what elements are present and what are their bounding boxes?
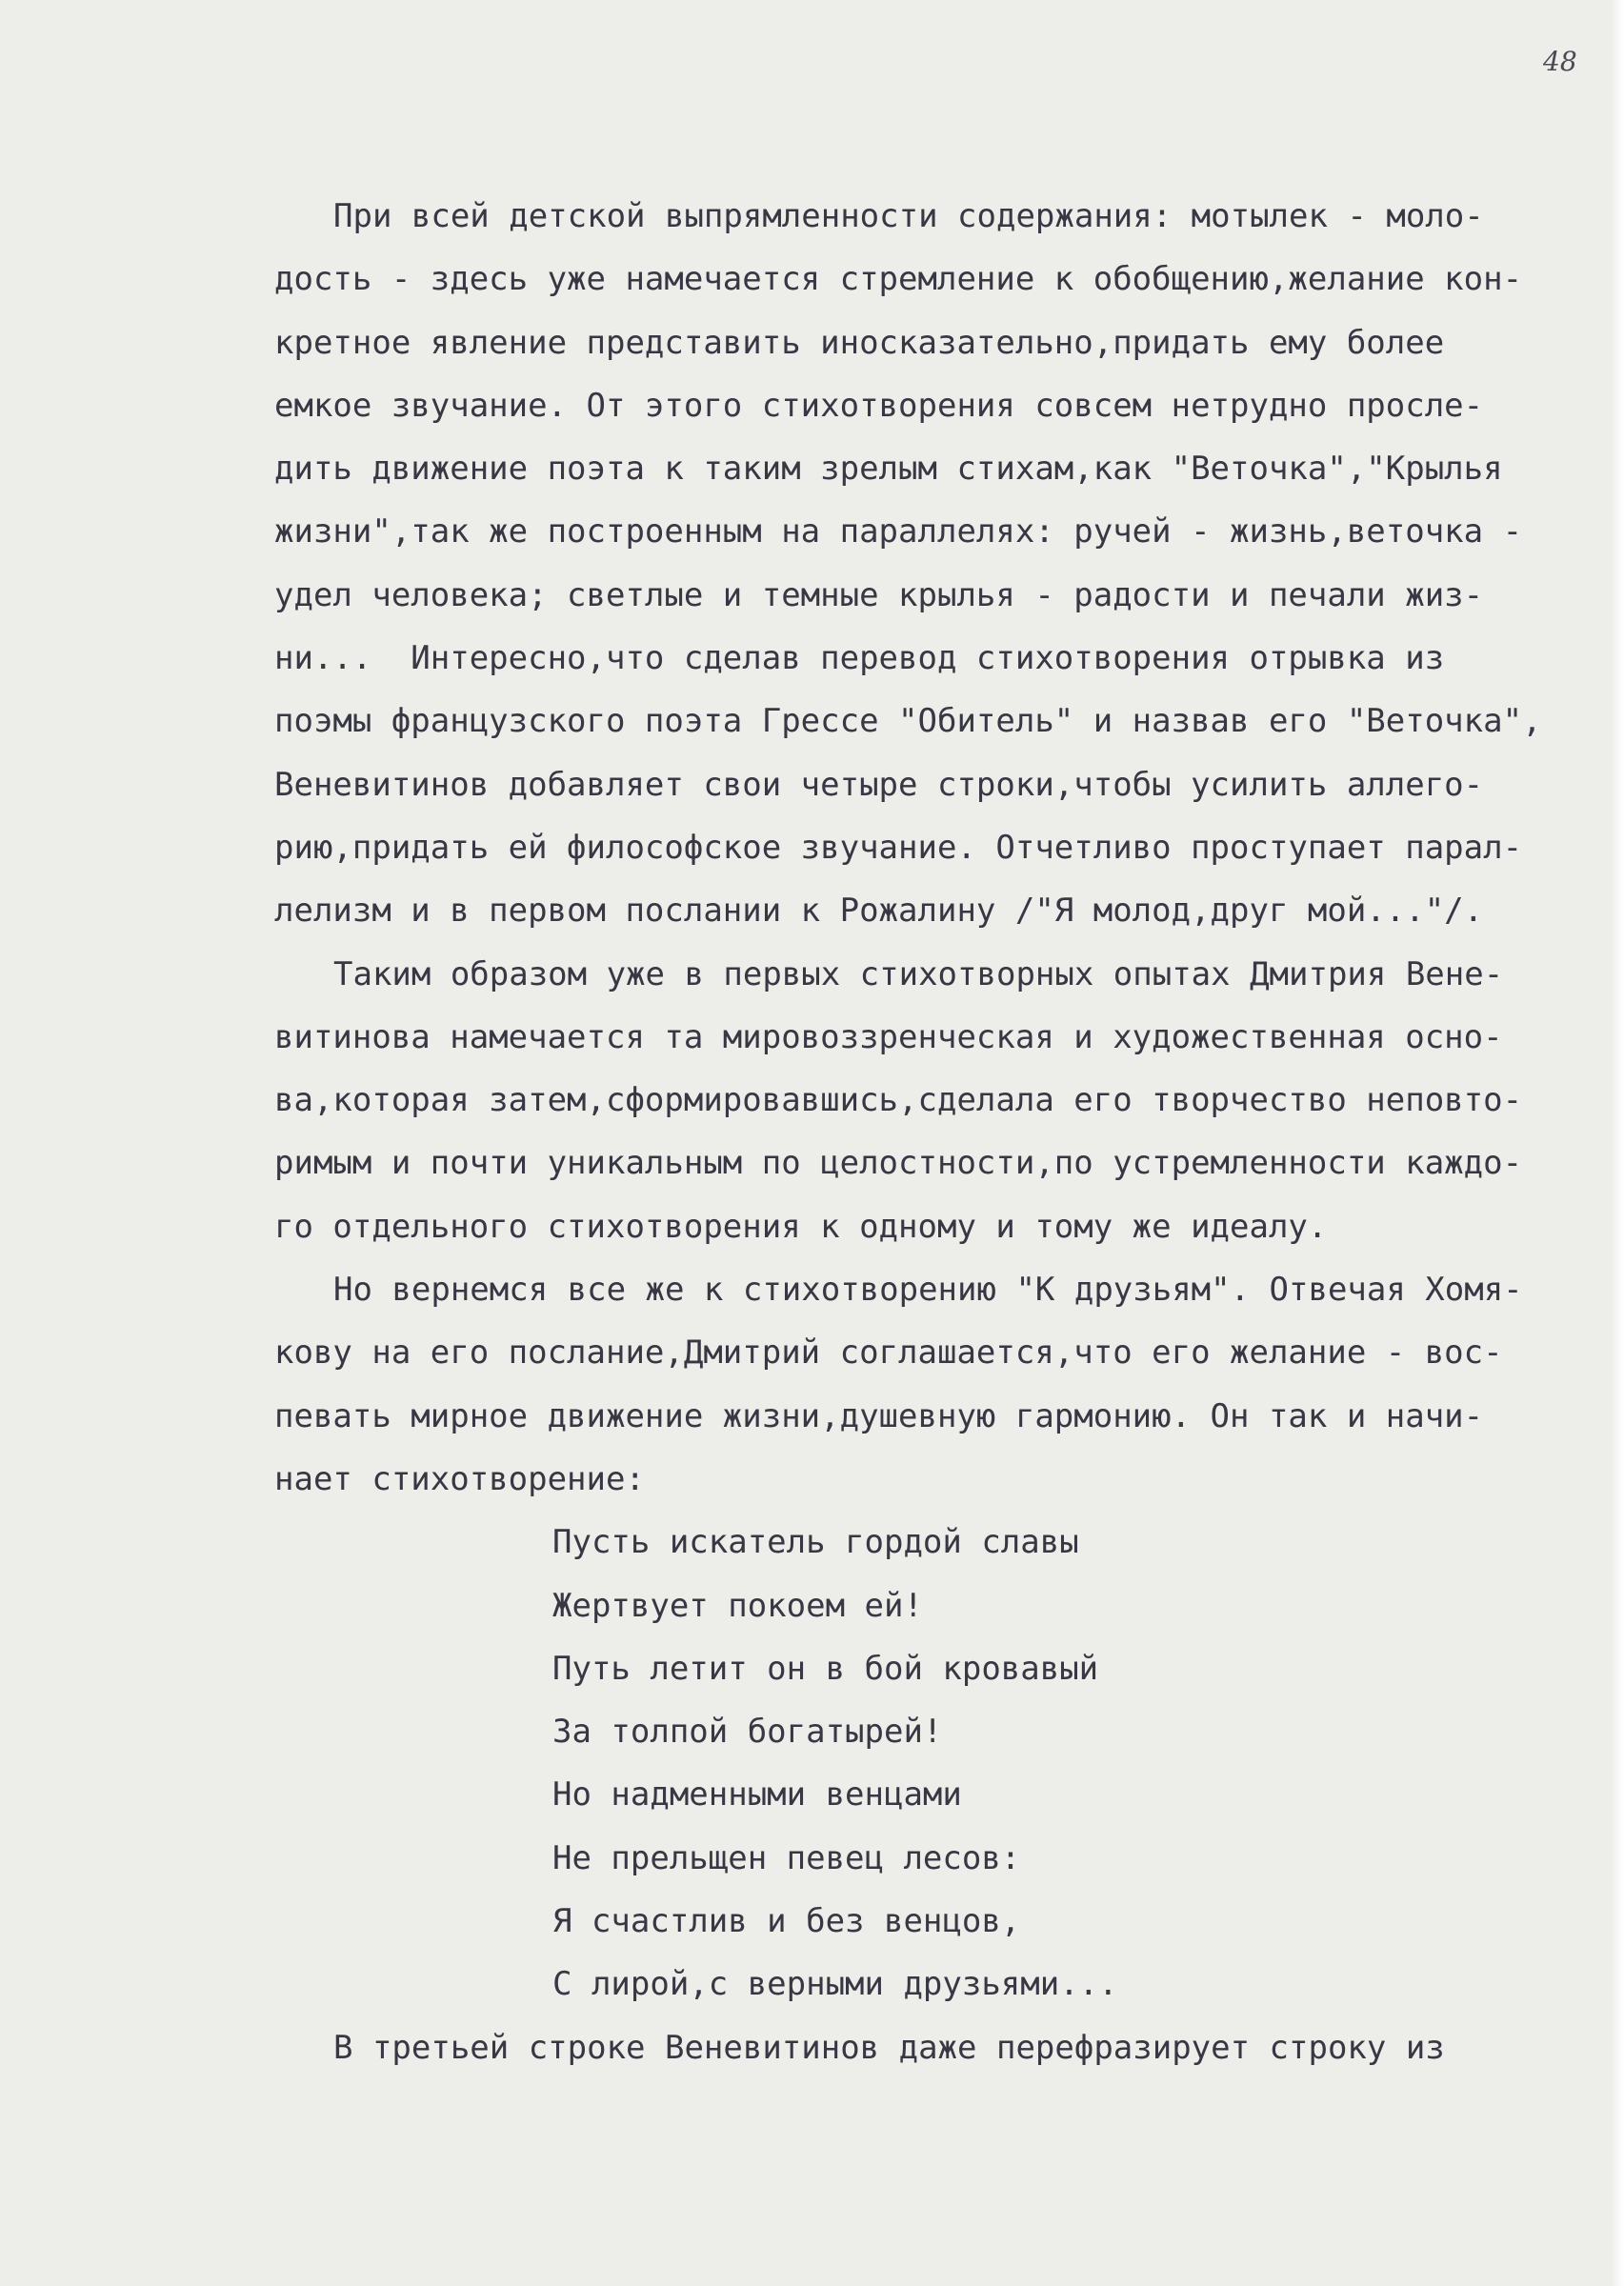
page-edge	[1613, 0, 1624, 2286]
text-line: римым и почти уникальным по целостности,по устремленности каждо-	[274, 1144, 1523, 1183]
text-line: При всей детской выпрямленности содержания: мотылек - моло-	[333, 197, 1484, 235]
poem-line: Жертвует покоем ей!	[552, 1586, 923, 1625]
page-text	[274, 185, 1570, 2079]
text-line: Веневитинов добавляет свои четыре строки,чтобы усилить аллего-	[274, 765, 1484, 804]
poem-line: Не прельщен певец лесов:	[552, 1838, 1021, 1877]
text-line: кретное явление представить иносказательно,придать ему более	[274, 323, 1445, 362]
text-line: го отдельного стихотворения к одному и тому же идеалу.	[274, 1207, 1328, 1246]
text-line: певать мирное движение жизни,душевную гармонию. Он так и начи-	[274, 1396, 1484, 1435]
text-line: витинова намечается та мировоззренческая и художественная осно-	[274, 1017, 1503, 1056]
text-line: дость - здесь уже намечается стремление к обобщению,желание кон-	[274, 260, 1523, 299]
text-line: рию,придать ей философское звучание. Отчетливо проступает парал-	[274, 828, 1523, 867]
text-line: Таким образом уже в первых стихотворных опытах Дмитрия Вене-	[333, 954, 1504, 993]
text-line: поэмы французского поэта Грессе "Обитель" и назвав его "Веточка",	[274, 702, 1542, 741]
poem-line: С лирой,с верными друзьями...	[552, 1965, 1118, 2004]
text-line: дить движение поэта к таким зрелым стихам,как "Веточка","Крылья	[274, 450, 1503, 489]
text-line: емкое звучание. От этого стихотворения совсем нетрудно просле-	[274, 386, 1484, 425]
text-line: кову на его послание,Дмитрий соглашается,что его желание - вос-	[274, 1334, 1503, 1373]
text-line: ни... Интересно,что сделав перевод стихотворения отрывка из	[274, 639, 1445, 678]
text-line: ва,которая затем,сформировавшись,сделала его творчество неповто-	[274, 1081, 1523, 1120]
handwritten-page-number: 48	[1543, 46, 1577, 77]
text-line: жизни",так же построенным на параллелях: ручей - жизнь,веточка -	[274, 512, 1523, 551]
text-line: Но вернемся все же к стихотворению "К друзьям". Отвечая Хомя-	[333, 1271, 1523, 1310]
poem-line: Но надменными венцами	[552, 1775, 962, 1815]
text-line: В третьей строке Веневитинов даже перефразирует строку из	[333, 2028, 1445, 2067]
text-line: лелизм и в первом послании к Рожалину /"Я молод,друг мой..."/.	[274, 892, 1484, 931]
text-line: удел человека; светлые и темные крылья - радости и печали жиз-	[274, 575, 1484, 614]
poem-line: Пусть искатель гордой славы	[552, 1523, 1079, 1562]
poem-line: Я счастлив и без венцов,	[552, 1902, 1021, 1941]
text-line: нает стихотворение:	[274, 1459, 645, 1498]
poem-line: За толпой богатырей!	[552, 1713, 943, 1752]
poem-line: Путь летит он в бой кровавый	[552, 1649, 1099, 1688]
